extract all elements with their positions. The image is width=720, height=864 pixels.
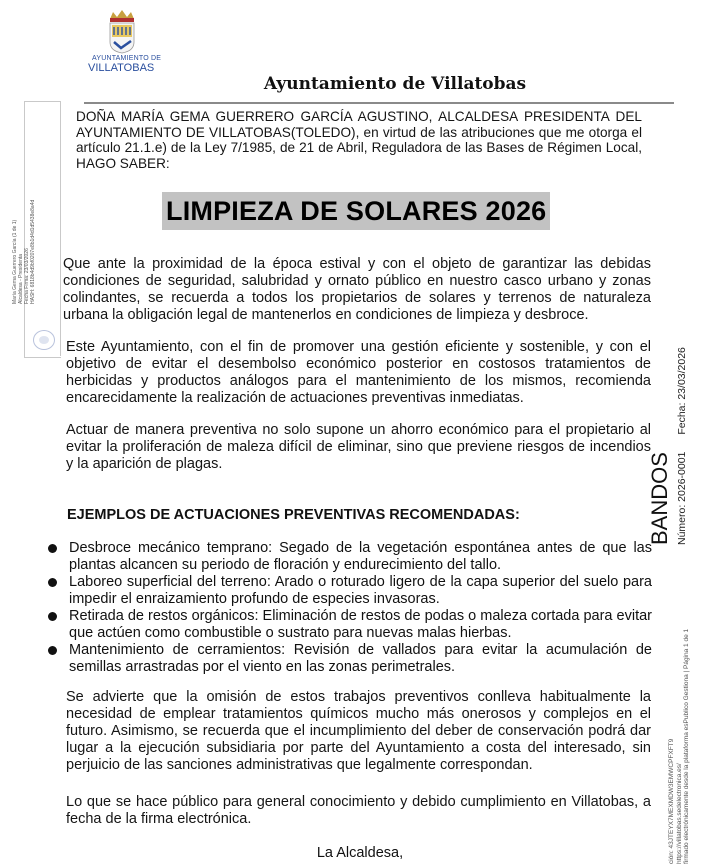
verification-url[interactable]: https://villatobas.sedelectronica.es/	[675, 763, 683, 864]
paragraph-3: Actuar de manera preventiva no solo supone un ahorro económico para el propietario al evitar la proliferación de maleza difícil de eliminar, sino que previene riesgos de incendios y la aparición de plagas.	[66, 422, 651, 472]
list-item-text: Mantenimiento de cerramientos: Revisión de vallados para evitar la acumulación de semillas arrastradas por el viento en las zonas perimetrales.	[69, 642, 652, 675]
paragraph-1: Que ante la proximidad de la época estival y con el objeto de garantizar las debidas condiciones de seguridad, salubridad y ornato público en nuestro casco urbano y zonas colindantes, se recuerda a todos los propietarios de solares y terrenos de naturaleza urbana la obligación legal de mantenerlos en condiciones de limpieza y desbroce.	[63, 256, 651, 323]
bullet-icon	[48, 612, 57, 621]
municipal-logo	[88, 8, 162, 74]
closing-paragraph: Lo que se hace público para general conocimiento y debido cumplimiento en Villatobas, a fecha de la firma electrónica.	[66, 794, 651, 827]
bullet-icon	[48, 544, 57, 553]
list-item	[44, 540, 652, 574]
bullet-icon	[48, 646, 57, 655]
signer-title: La Alcaldesa,	[316, 845, 404, 861]
section-heading: EJEMPLOS DE ACTUACIONES PREVENTIVAS RECOMENDADAS:	[67, 507, 520, 523]
organization-title: Ayuntamiento de Villatobas	[263, 74, 527, 94]
signature-stamp-border	[60, 101, 61, 356]
stamp-role: Alcaldesa - Presidenta	[18, 253, 24, 304]
signer-line	[0, 845, 720, 861]
register-book	[648, 452, 672, 545]
warning-paragraph: Se advierte que la omisión de estos trabajos preventivos conlleva habitualmente la necesidad de emplear tratamientos químicos mucho más onerosos y complejos en el futuro. Asimismo, se recuerda que el incumplimiento del deber de conservación podrá dar lugar a la ejecución subsidiaria por parte del Ayuntamiento a costa del interesado, sin perjuicio de las sanciones administrativas que legalmente correspondan.	[66, 689, 651, 773]
verification-platform: firmado electrónicamente desde la plataforma esPublico Gestiona | Página 1 de 1	[683, 628, 690, 864]
stamp-signer: María Gema Guerrero García (1 de 1)	[12, 219, 18, 304]
verification-footer	[668, 629, 691, 864]
list-item	[44, 608, 652, 642]
document-title: LIMPIEZA DE SOLARES 2026	[166, 196, 547, 226]
list-item	[44, 642, 652, 676]
official-seal-icon	[33, 330, 55, 350]
list-item	[44, 574, 652, 608]
paragraph-2: Este Ayuntamiento, con el fin de promover una gestión eficiente y sostenible, y con el objetivo de evitar el desembolso económico posterior en costosos tratamientos de herbicidas y productos análogos para el mantenimiento de los mismos, recomienda encarecidamente la realización de actuaciones preventivas inmediatas.	[66, 339, 651, 406]
header-divider	[84, 102, 674, 104]
register-meta	[676, 333, 688, 545]
list-item-text: Laboreo superficial del terreno: Arado o roturado ligero de la capa superior del suelo para impedir el enraizamiento profundo de especies invasoras.	[69, 574, 652, 607]
verification-code: ción: 43JTEYX7MEXMDW3EMWCPFXFT9	[668, 738, 675, 864]
register-date: Fecha: 23/03/2026	[676, 347, 688, 435]
list-item-text: Desbroce mecánico temprano: Segado de la vegetación espontánea antes de que las plantas alcancen su periodo de floración y endurecimiento del tallo.	[69, 540, 652, 573]
list-item-text: Retirada de restos orgánicos: Eliminación de restos de podas o maleza cortada para evitar que actúen como combustible o sustrato para nuevas malas hierbas.	[69, 608, 652, 641]
register-number: Número: 2026-0001	[676, 451, 688, 545]
title-highlight	[162, 192, 550, 230]
stamp-date: Fecha Firma: 23/03/2026	[24, 248, 30, 304]
intro-paragraph: DOÑA MARÍA GEMA GUERRERO GARCÍA AGUSTINO, ALCALDESA PRESIDENTA DEL AYUNTAMIENTO DE VILLATOBAS(TOLEDO), en virtud de las atribuciones que me otorga el artículo 21.1.e) de la Ley 7/1985, de 21 de Abril, Reguladora de las Bases de Régimen Local, HAGO SABER:	[76, 109, 642, 171]
bullet-icon	[48, 578, 57, 587]
stamp-hash: HASH: 6818b4d9bf0207e8b1d4d1d5438e8a4d	[30, 199, 36, 304]
logo-caption-line2: VILLATOBAS	[88, 62, 155, 74]
logo-caption-line1: AYUNTAMIENTO DE	[92, 55, 162, 62]
register-book-label: BANDOS	[647, 452, 672, 545]
preventive-actions-list	[44, 540, 652, 676]
coat-of-arms-icon	[104, 8, 140, 54]
signature-stamp	[12, 104, 36, 304]
